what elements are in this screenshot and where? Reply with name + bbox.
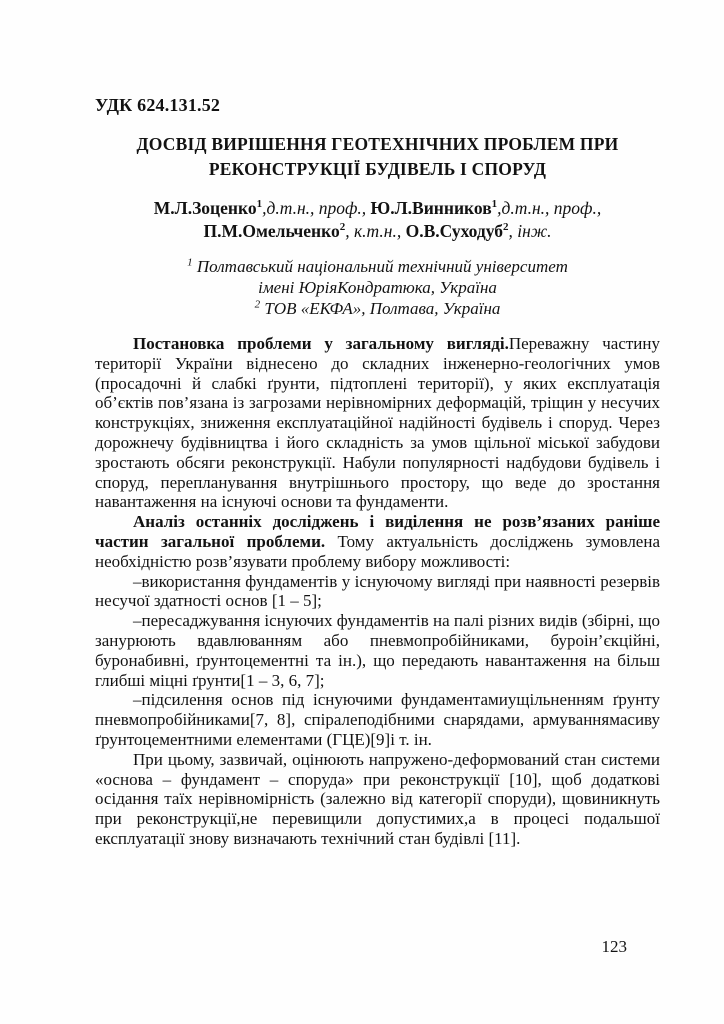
author-name: П.М.Омельченко <box>203 221 340 241</box>
article-title-line-1: ДОСВІД ВИРІШЕННЯ ГЕОТЕХНІЧНИХ ПРОБЛЕМ ПРИ <box>136 134 619 154</box>
author-degree: ,д.т.н., проф., <box>262 198 371 218</box>
article-title-line-2: РЕКОНСТРУКЦІЇ БУДІВЕЛЬ І СПОРУД <box>208 159 547 179</box>
author-affiliation-superscript: 1 <box>491 198 498 211</box>
paragraph-analysis <box>95 512 660 571</box>
author-degree: ,д.т.н., проф., <box>497 198 602 218</box>
paragraph-text: Переважну частину території України віднесено до складних інженерно-геологічних умов (просадочні й слабкі ґрунти, підтоплені території), у яких експлуатація об’єктів пов’язана із загрозами нерівномірних деформацій, тріщин у несучих конструкціях, зниження експлуатаційної надійності будівель і споруд. Через дорожнечу будівництва і його складність за умов щільної міської забудови зростають обсяги реконструкції. Набули популярності надбудови будівель і споруд, перепланування внутрішнього простору, що веде до зростання навантаження на існуючі основи та фундаменти. <box>95 334 660 512</box>
page-number: 123 <box>601 937 627 956</box>
udc-code: УДК 624.131.52 <box>95 95 221 115</box>
authors-line-1 <box>95 197 660 220</box>
text-block <box>95 0 660 849</box>
affiliation-line-1 <box>95 256 660 277</box>
article-title <box>95 132 660 182</box>
affiliation-line-3 <box>95 298 660 319</box>
paragraph-lead: Аналіз останніх досліджень і виділення не розв’язаних раніше частин загальної проблеми. <box>95 512 660 551</box>
list-item-pile-transfer: –пересаджування існуючих фундаментів на палі різних видів (збірні, що занурюють вдавлюванням або пневмопробійниками, буроін’єкційні, буронабивні, ґрунтоцементні та ін.), що передають навантаження на більш глибші міцні ґрунти[1 – 3, 6, 7]; <box>95 611 660 690</box>
authors-line-2 <box>95 220 660 243</box>
affiliation-line-2 <box>95 277 660 298</box>
author-affiliation-superscript: 1 <box>256 198 263 211</box>
author-name: М.Л.Зоценко <box>153 198 257 218</box>
author-name: О.В.Суходуб <box>405 221 504 241</box>
affiliation-text: Полтавський національний технічний університет <box>192 257 568 276</box>
paragraph-stress-state: При цьому, зазвичай, оцінюють напружено-деформований стан системи «основа – фундамент – споруда» при реконструкції [10], щоб додаткові осідання таїх нерівномірність (залежно від категорії споруди), щовиникнуть при реконструкції,не перевищили допустимих,а в процесі подальшої експлуатації знову визначають технічний стан будівлі [11]. <box>95 749 660 848</box>
authors-block <box>95 197 660 243</box>
affiliations-block <box>95 256 660 319</box>
author-degree: , інж. <box>508 221 552 241</box>
author-affiliation-superscript: 2 <box>503 221 509 234</box>
affiliation-text: імені ЮріяКондратюка, Україна <box>258 278 497 297</box>
paragraph-lead: Постановка проблеми у загальному вигляді. <box>133 334 509 353</box>
affiliation-text: ТОВ «ЕКФА», Полтава, Україна <box>260 299 501 318</box>
affiliation-superscript: 2 <box>254 298 261 311</box>
article-body <box>95 334 660 849</box>
author-name: Ю.Л.Винников <box>370 198 492 218</box>
list-item-base-strengthening: –підсилення основ під існуючими фундаментамиущільненням ґрунту пневмопробійниками[7, 8], спіралеподібними снарядами, армуваннямасиву ґрунтоцементними елементами (ГЦЕ)[9]і т. ін. <box>95 690 660 749</box>
author-affiliation-superscript: 2 <box>339 221 346 234</box>
affiliation-superscript: 1 <box>187 256 193 269</box>
paragraph-text: Тому актуальність досліджень зумовлена необхідністю розв’язувати проблему вибору можливості: <box>95 531 660 571</box>
paragraph-problem-statement <box>95 334 660 512</box>
list-item-existing-foundations: –використання фундаментів у існуючому вигляді при наявності резервів несучої здатності основ [1 – 5]; <box>95 571 660 611</box>
author-degree: , к.т.н., <box>345 221 406 241</box>
